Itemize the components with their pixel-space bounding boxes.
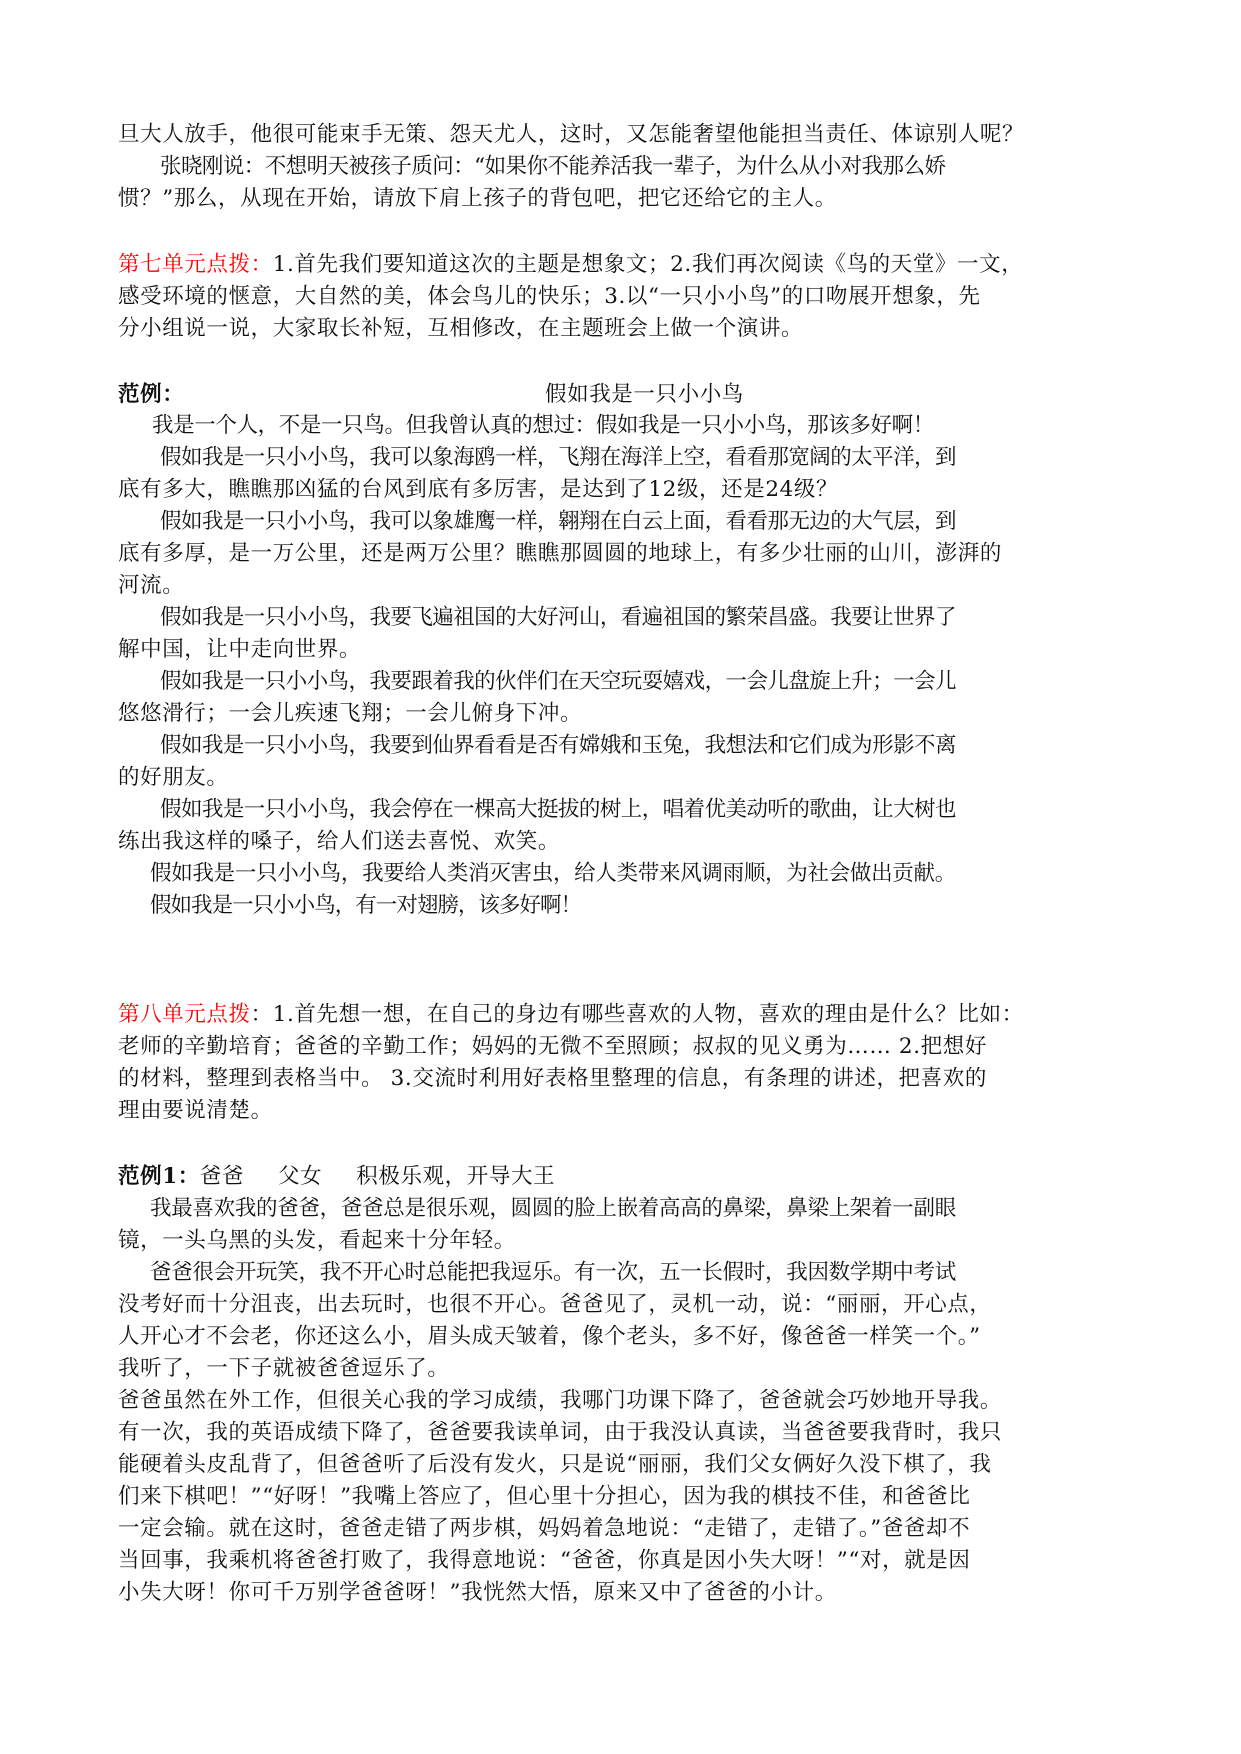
example7-line: 假如我是一只小小鸟，我要跟着我的伙伴们在天空玩耍嬉戏，一会儿盘旋上升；一会儿 <box>160 669 956 694</box>
example7-line: 悠悠滑行；一会儿疾速飞翔；一会儿俯身下冲。 <box>118 701 583 726</box>
unit8-line: 老师的辛勤培育；爸爸的辛勤工作；妈妈的无微不至照顾；叔叔的见义勇为…… 2.把想好 <box>118 1034 987 1059</box>
example7-line: 底有多厚，是一万公里，还是两万公里？瞧瞧那圆圆的地球上，有多少壮丽的山川，澎湃的 <box>118 541 1003 566</box>
unit8-heading: 第八单元点拨 <box>118 1002 251 1027</box>
example8-person: 爸爸 <box>199 1164 245 1189</box>
example8-label: 范例1： <box>118 1164 200 1189</box>
unit7-heading: 第七单元点拨： <box>118 252 273 277</box>
unit8-line: 理由要说清楚。 <box>118 1098 273 1123</box>
example7-line: 河流。 <box>118 573 185 598</box>
example7-line: 假如我是一只小小鸟，我可以象雄鹰一样，翱翔在白云上面，看看那无边的大气层，到 <box>160 509 956 534</box>
example8-line: 小失大呀！你可千万别学爸爸呀！”我恍然大悟，原来又中了爸爸的小计。 <box>118 1580 837 1605</box>
example7-line: 我是一个人，不是一只鸟。但我曾认真的想过：假如我是一只小小鸟，那该多好啊！ <box>152 413 934 438</box>
unit8-guide <box>118 1000 1128 1030</box>
example7-line: 假如我是一只小小鸟，我可以象海鸥一样，飞翔在海洋上空，看看那宽阔的太平洋，到 <box>160 445 956 470</box>
example8-line: 我听了，一下子就被爸爸逗乐了。 <box>118 1356 450 1381</box>
example7-label: 范例： <box>118 382 185 407</box>
example7-title: 假如我是一只小小鸟 <box>545 382 744 407</box>
example7-line: 练出我这样的嗓子，给人们送去喜悦、欢笑。 <box>118 829 561 854</box>
example8-relation: 父女 <box>278 1164 323 1189</box>
example8-line: 能硬着头皮乱背了，但爸爸听了后没有发火，只是说“丽丽，我们父女俩好久没下棋了，我 <box>118 1452 992 1477</box>
example7-line: 解中国，让中走向世界。 <box>118 637 362 662</box>
example7-line: 底有多大，瞧瞧那凶猛的台风到底有多厉害，是达到了12级，还是24级？ <box>118 477 839 502</box>
intro-line: 旦大人放手，他很可能束手无策、怨天尤人，这时，又怎能奢望他能担当责任、体谅别人呢？ <box>118 122 1025 147</box>
example8-line: 我最喜欢我的爸爸，爸爸总是很乐观，圆圆的脸上嵌着高高的鼻梁，鼻梁上架着一副眼 <box>150 1196 956 1221</box>
example7-line: 假如我是一只小小鸟，我要到仙界看看是否有嫦娥和玉兔，我想法和它们成为形影不离 <box>160 733 956 758</box>
example7-line: 的好朋友。 <box>118 765 229 790</box>
example8-header <box>118 1162 1128 1192</box>
example8-line: 爸爸虽然在外工作，但很关心我的学习成绩，我哪门功课下降了，爸爸就会巧妙地开导我。 <box>118 1388 1003 1413</box>
example7-line: 假如我是一只小小鸟，我要飞遍祖国的大好河山，看遍祖国的繁荣昌盛。我要让世界了 <box>160 605 956 630</box>
example8-line: 没考好而十分沮丧，出去玩时，也很不开心。爸爸见了，灵机一动，说：“丽丽，开心点， <box>118 1292 992 1317</box>
example8-line: 当回事，我乘机将爸爸打败了，我得意地说：“爸爸，你真是因小失大呀！”“对，就是因 <box>118 1548 971 1573</box>
example8-line: 们来下棋吧！”“好呀！”我嘴上答应了，但心里十分担心，因为我的棋技不佳，和爸爸比 <box>118 1484 971 1509</box>
intro-line: 惯？”那么，从现在开始，请放下肩上孩子的背包吧，把它还给它的主人。 <box>118 186 837 211</box>
unit7-line: 感受环境的惬意，大自然的美，体会鸟儿的快乐；3.以“一只小小鸟”的口吻展开想象，先 <box>118 284 981 309</box>
intro-line: 张晓刚说：不想明天被孩子质问：“如果你不能养活我一辈子，为什么从小对我那么娇 <box>160 154 946 179</box>
example8-line: 有一次，我的英语成绩下降了，爸爸要我读单词，由于我没认真读，当爸爸要我背时，我只 <box>118 1420 1003 1445</box>
example7-line: 假如我是一只小小鸟，我会停在一棵高大挺拔的树上，唱着优美动听的歌曲，让大树也 <box>160 797 956 822</box>
unit7-guide <box>118 250 1128 280</box>
unit7-line: 1.首先我们要知道这次的主题是想象文；2.我们再次阅读《鸟的天堂》一文， <box>272 252 1024 277</box>
unit8-line: 的材料，整理到表格当中。 3.交流时利用好表格里整理的信息，有条理的讲述，把喜欢的 <box>118 1066 987 1091</box>
example8-traits: 积极乐观，开导大王 <box>356 1164 556 1189</box>
example8-line: 人开心才不会老，你还这么小，眉头成天皱着，像个老头，多不好，像爸爸一样笑一个。” <box>118 1324 981 1349</box>
example7-line: 假如我是一只小小鸟，有一对翅膀，该多好啊！ <box>150 893 582 918</box>
unit7-line: 分小组说一说，大家取长补短，互相修改，在主题班会上做一个演讲。 <box>118 316 804 341</box>
example8-line: 爸爸很会开玩笑，我不开心时总能把我逗乐。有一次，五一长假时，我因数学期中考试 <box>150 1260 956 1285</box>
unit8-line: ：1.首先想一想，在自己的身边有哪些喜欢的人物，喜欢的理由是什么？比如： <box>250 1002 1024 1027</box>
example7-line: 假如我是一只小小鸟，我要给人类消灭害虫，给人类带来风调雨顺，为社会做出贡献。 <box>150 861 956 886</box>
example8-line: 一定会输。就在这时，爸爸走错了两步棋，妈妈着急地说：“走错了，走错了。”爸爸却不 <box>118 1516 971 1541</box>
example8-line: 镜，一头乌黑的头发，看起来十分年轻。 <box>118 1228 516 1253</box>
